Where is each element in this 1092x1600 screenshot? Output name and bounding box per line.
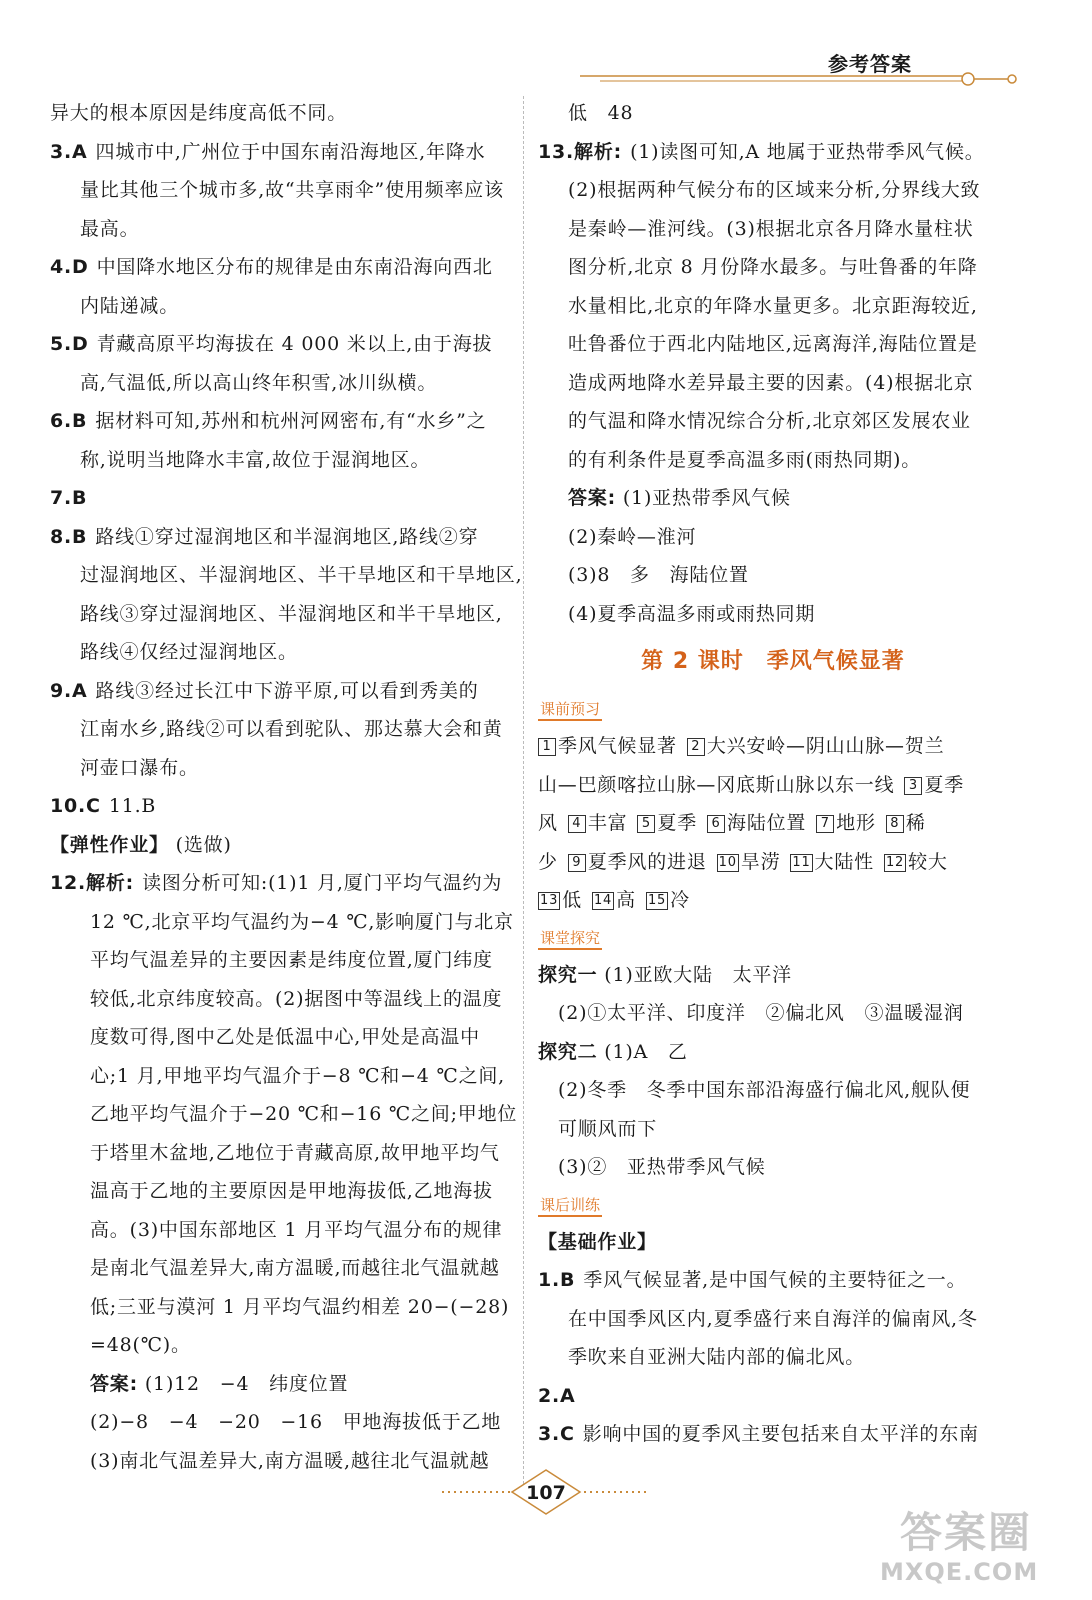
text-line	[50, 1211, 520, 1250]
page-number	[440, 1466, 652, 1526]
line-text: 低 48	[568, 102, 634, 124]
preview-item	[816, 812, 876, 834]
tag-row-after	[538, 1187, 1008, 1223]
answer-number-box: 10	[718, 854, 737, 870]
text-line	[50, 1057, 520, 1096]
preview-item-text: 夏季风的进退	[587, 850, 707, 873]
text-line	[50, 1365, 520, 1404]
line-text: 青藏高原平均海拔在 4 000 米以上,由于海拔	[96, 333, 493, 355]
preview-item-text: 大陆性	[814, 850, 874, 873]
answer-number-box: 9	[568, 854, 586, 872]
text-line	[50, 1172, 520, 1211]
preview-item	[707, 812, 806, 834]
answer-number-box: 3	[904, 777, 922, 795]
line-text: 据材料可知,苏州和杭州河网密布,有“水乡”之	[95, 410, 487, 432]
text-line	[50, 903, 520, 942]
line-text: 影响中国的夏季风主要包括来自太平洋的东南	[582, 1423, 979, 1445]
preview-item	[886, 812, 926, 834]
keyword-label: 答案:	[568, 487, 616, 509]
line-text: 度数可得,图中乙处是低温中心,甲处是高温中	[90, 1026, 480, 1048]
question-number: 10.C	[50, 795, 101, 817]
line-text: 低;三亚与漠河 1 月平均气温约相差 20−(−28)	[90, 1295, 510, 1318]
text-line	[50, 710, 520, 749]
text-line	[538, 1148, 1008, 1187]
preview-item-text: 地形	[836, 812, 876, 834]
preview-item	[687, 735, 945, 757]
line-text: 较低,北京纬度较高。(2)据图中等温线上的温度	[90, 987, 503, 1010]
line-text: 量比其他三个城市多,故“共享雨伞”使用频率应该	[80, 179, 504, 201]
text-line	[50, 556, 523, 595]
answer-number-box: 13	[540, 893, 559, 908]
preview-item-text: 山—巴颜喀拉山脉—冈底斯山脉以东一线	[538, 773, 895, 796]
preview-line	[538, 843, 1008, 882]
line-text: 高,气温低,所以高山终年积雪,冰川纵横。	[80, 371, 438, 394]
section-title: 第 2 课时 季风气候显著	[641, 649, 905, 674]
text-line	[538, 1338, 1008, 1377]
answer-number-box: 1	[538, 738, 556, 756]
text-line	[50, 1249, 520, 1288]
text-line	[50, 787, 520, 826]
preview-item	[538, 774, 894, 796]
line-text: 中国降水地区分布的规律是由东南沿海向西北	[96, 256, 493, 278]
text-line	[50, 1095, 520, 1134]
text-line	[538, 171, 1008, 210]
text-line	[538, 1261, 1008, 1300]
text-line	[50, 1018, 520, 1057]
tag-row-explore	[538, 920, 1008, 956]
text-line	[50, 325, 520, 364]
line-text: 图分析,北京 8 月份降水最多。与吐鲁番的年降	[568, 256, 978, 278]
line-text: 江南水乡,路线②可以看到驼队、那达慕大会和黄	[80, 718, 503, 740]
answer-number-box: 5	[637, 815, 655, 833]
preview-line	[538, 766, 1008, 805]
line-text: 可顺风而下	[558, 1117, 658, 1140]
explore-answers	[538, 956, 1008, 1187]
answer-number-box: 2	[687, 738, 705, 756]
line-text: (1)亚热带季风气候	[622, 487, 791, 509]
preview-item	[646, 889, 690, 911]
text-line	[538, 364, 1008, 403]
line-text: 的有利条件是夏季高温多雨(雨热同期)。	[568, 448, 922, 471]
line-text: 水量相比,北京的年降水量更多。北京距海较近,	[568, 294, 978, 317]
preview-item	[884, 851, 948, 873]
preview-item-text: 较大	[908, 850, 948, 873]
preview-item	[538, 735, 677, 757]
line-text: 造成两地降水差异最主要的因素。(4)根据北京	[568, 371, 974, 394]
text-line	[538, 1033, 1008, 1072]
text-line	[50, 864, 520, 903]
keyword-label: 答案:	[90, 1372, 138, 1395]
keyword-label: 【弹性作业】	[50, 833, 169, 856]
watermark-logo-text: 答案圈	[900, 1508, 1033, 1557]
line-text: (2)秦岭—淮河	[568, 525, 697, 548]
line-text: 最高。	[80, 217, 140, 240]
preview-item-text: 冷	[670, 889, 690, 911]
text-line	[538, 133, 1008, 172]
preview-item-text: 稀	[905, 812, 926, 834]
column-divider	[523, 96, 524, 1484]
text-line	[50, 672, 520, 711]
text-line	[50, 980, 520, 1019]
preview-line	[538, 881, 1008, 920]
line-text: (1)读图可知,A 地属于亚热带季风气候。	[630, 140, 985, 163]
text-line	[538, 518, 1008, 557]
preview-line	[538, 727, 1008, 766]
text-line	[538, 1223, 1008, 1262]
line-text: 读图分析可知:(1)1 月,厦门平均气温约为	[142, 872, 503, 894]
preview-item	[538, 812, 558, 834]
line-text: 路线③经过长江中下游平原,可以看到秀美的	[95, 679, 479, 702]
text-line	[538, 94, 1008, 133]
text-line	[50, 595, 520, 634]
preview-item-text: 丰富	[587, 812, 628, 834]
text-line	[50, 749, 520, 788]
answer-number-box: 15	[647, 893, 667, 908]
preview-item	[790, 851, 874, 873]
text-line	[50, 1288, 520, 1327]
text-line	[538, 1377, 1008, 1416]
text-line	[50, 133, 520, 172]
line-text: 11.B	[108, 795, 157, 817]
preview-line	[538, 804, 1008, 843]
line-text: 季吹来自亚洲大陆内部的偏北风。	[568, 1346, 866, 1368]
text-line	[538, 287, 1008, 326]
question-number: 1.B	[538, 1269, 576, 1291]
preview-item-text: 季风气候显著	[558, 735, 677, 757]
header-title: 参考答案	[828, 52, 912, 76]
tag-row-preview	[538, 691, 1008, 727]
text-line	[50, 941, 520, 980]
text-line	[538, 1110, 1008, 1149]
keyword-label: 探究二	[538, 1040, 598, 1063]
question-number: 3.A	[50, 140, 88, 163]
line-text: (2)根据两种气候分布的区域来分析,分界线大致	[568, 179, 981, 201]
text-line	[50, 210, 520, 249]
after-class-answers	[538, 1223, 1008, 1454]
question-number: 8.B	[50, 525, 88, 548]
question-number: 3.C	[538, 1423, 575, 1445]
question-number: 2.A	[538, 1384, 576, 1407]
preview-item-text: 低	[562, 889, 582, 911]
answer-number-box: 8	[886, 815, 904, 833]
line-text: 吐鲁番位于西北内陆地区,远离海洋,海陆位置是	[568, 333, 978, 355]
preview-item-text: 大兴安岭—阴山山脉—贺兰	[706, 735, 945, 757]
text-line	[50, 1403, 520, 1442]
preview-item-text: 夏季	[657, 812, 698, 834]
tag-after: 课后训练	[538, 1195, 602, 1217]
preview-item-text: 风	[538, 812, 558, 834]
text-line	[50, 1134, 520, 1173]
preview-item	[717, 851, 781, 873]
line-text: 路线③穿过湿润地区、半湿润地区和半干旱地区,	[80, 602, 503, 625]
line-text: 于塔里木盆地,乙地位于青藏高原,故甲地平均气	[90, 1141, 500, 1164]
keyword-label: 【基础作业】	[538, 1230, 657, 1253]
line-text: 河壶口瀑布。	[80, 756, 199, 779]
line-text: (4)夏季高温多雨或雨热同期	[568, 602, 816, 625]
text-line	[50, 441, 520, 480]
question-number: 4.D	[50, 256, 89, 278]
answer-number-box: 12	[885, 854, 905, 870]
answer-number-box: 7	[816, 815, 834, 833]
line-text: 温高于乙地的主要原因是甲地海拔低,乙地海拔	[90, 1180, 493, 1202]
answer-number-box: 6	[707, 815, 725, 833]
text-line	[50, 479, 520, 518]
watermark	[880, 1500, 1080, 1590]
text-line	[50, 402, 520, 441]
text-line	[538, 479, 1008, 518]
line-text: 内陆递减。	[80, 294, 180, 317]
line-text: =48(℃)。	[90, 1334, 191, 1356]
line-text: (选做)	[175, 833, 232, 856]
watermark-url: MXQE.COM	[880, 1558, 1039, 1586]
preview-item-text: 旱涝	[740, 850, 781, 873]
text-line	[538, 556, 1008, 595]
tag-explore: 课堂探究	[538, 928, 602, 950]
text-line	[538, 1071, 1008, 1110]
line-text: (2)−8 −4 −20 −16 甲地海拔低于乙地	[90, 1411, 502, 1433]
line-text: 是秦岭—淮河线。(3)根据北京各月降水量柱状	[568, 217, 974, 240]
preview-item	[538, 851, 558, 873]
answer-block-13	[538, 94, 1008, 633]
text-line	[50, 364, 520, 403]
right-column	[538, 94, 1008, 1454]
preview-item-text: 高	[616, 889, 636, 911]
text-line	[50, 826, 520, 865]
text-line	[50, 287, 520, 326]
text-line	[538, 325, 1008, 364]
preview-answers	[538, 727, 1008, 920]
text-line	[50, 94, 520, 133]
line-text: 季风气候显著,是中国气候的主要特征之一。	[583, 1269, 967, 1291]
line-text: (1)A 乙	[604, 1040, 688, 1063]
preview-item	[568, 812, 628, 834]
answer-number-box: 11	[792, 854, 811, 870]
text-line	[50, 518, 520, 557]
text-line	[538, 1300, 1008, 1339]
line-text: 四城市中,广州位于中国东南沿海地区,年降水	[95, 140, 486, 163]
line-text: 称,说明当地降水丰富,故位于湿润地区。	[80, 448, 431, 471]
text-line	[538, 994, 1008, 1033]
text-line	[50, 1326, 520, 1365]
question-number: 5.D	[50, 333, 89, 355]
text-line	[50, 171, 520, 210]
line-text: 乙地平均气温介于−20 ℃和−16 ℃之间;甲地位	[90, 1103, 518, 1125]
preview-item-text: 海陆位置	[727, 812, 807, 834]
line-text: (1)亚欧大陆 太平洋	[604, 963, 792, 986]
line-text: 是南北气温差异大,南方温暖,而越往北气温就越	[90, 1257, 500, 1279]
preview-item	[637, 812, 697, 834]
left-column	[50, 94, 523, 1480]
text-line	[538, 402, 1008, 441]
keyword-label: 探究一	[538, 963, 598, 986]
preview-item	[592, 889, 636, 911]
preview-item-text: 少	[538, 850, 558, 873]
line-text: (2)①太平洋、印度洋 ②偏北风 ③温暖湿润	[558, 1002, 964, 1024]
preview-item	[904, 774, 964, 796]
line-text: (2)冬季 冬季中国东部沿海盛行偏北风,舰队便	[558, 1079, 971, 1101]
preview-item-text: 夏季	[924, 773, 965, 796]
line-text: 心;1 月,甲地平均气温介于−8 ℃和−4 ℃之间,	[90, 1064, 506, 1087]
text-line	[538, 1415, 1008, 1454]
preview-item	[568, 851, 707, 873]
line-text: 路线④仅经过湿润地区。	[80, 641, 298, 663]
line-text: (3)8 多 海陆位置	[568, 564, 749, 586]
answer-number-box: 4	[568, 815, 586, 833]
text-line	[538, 248, 1008, 287]
tag-preview: 课前预习	[538, 699, 602, 721]
preview-item	[538, 889, 582, 911]
question-number: 7.B	[50, 487, 88, 509]
text-line	[50, 248, 520, 287]
line-text: 平均气温差异的主要因素是纬度位置,厦门纬度	[90, 949, 493, 971]
text-line	[538, 595, 1008, 634]
line-text: 12 ℃,北京平均气温约为−4 ℃,影响厦门与北京	[90, 910, 514, 933]
line-text: 异大的根本原因是纬度高低不同。	[50, 102, 348, 124]
line-text: 的气温和降水情况综合分析,北京郊区发展农业	[568, 410, 971, 432]
line-text: 过湿润地区、半湿润地区、半干旱地区和干旱地区,	[80, 564, 523, 586]
line-text: (3)② 亚热带季风气候	[558, 1156, 766, 1178]
header-decoration	[580, 70, 1020, 90]
question-number: 12.解析:	[50, 872, 135, 894]
page-number-label: 107	[526, 1482, 566, 1504]
line-text: 高。(3)中国东部地区 1 月平均气温分布的规律	[90, 1218, 503, 1241]
question-number: 6.B	[50, 410, 88, 432]
question-number: 13.解析:	[538, 140, 623, 163]
line-text: (1)12 −4 纬度位置	[144, 1372, 349, 1395]
text-line	[538, 956, 1008, 995]
line-text: 在中国季风区内,夏季盛行来自海洋的偏南风,冬	[568, 1307, 978, 1330]
text-line	[538, 210, 1008, 249]
question-number: 9.A	[50, 679, 88, 702]
text-line	[50, 633, 520, 672]
line-text: 路线①穿过湿润地区和半湿润地区,路线②穿	[95, 525, 479, 548]
answer-number-box: 14	[593, 893, 613, 908]
line-text: (3)南北气温差异大,南方温暖,越往北气温就越	[90, 1449, 490, 1472]
text-line	[538, 441, 1008, 480]
